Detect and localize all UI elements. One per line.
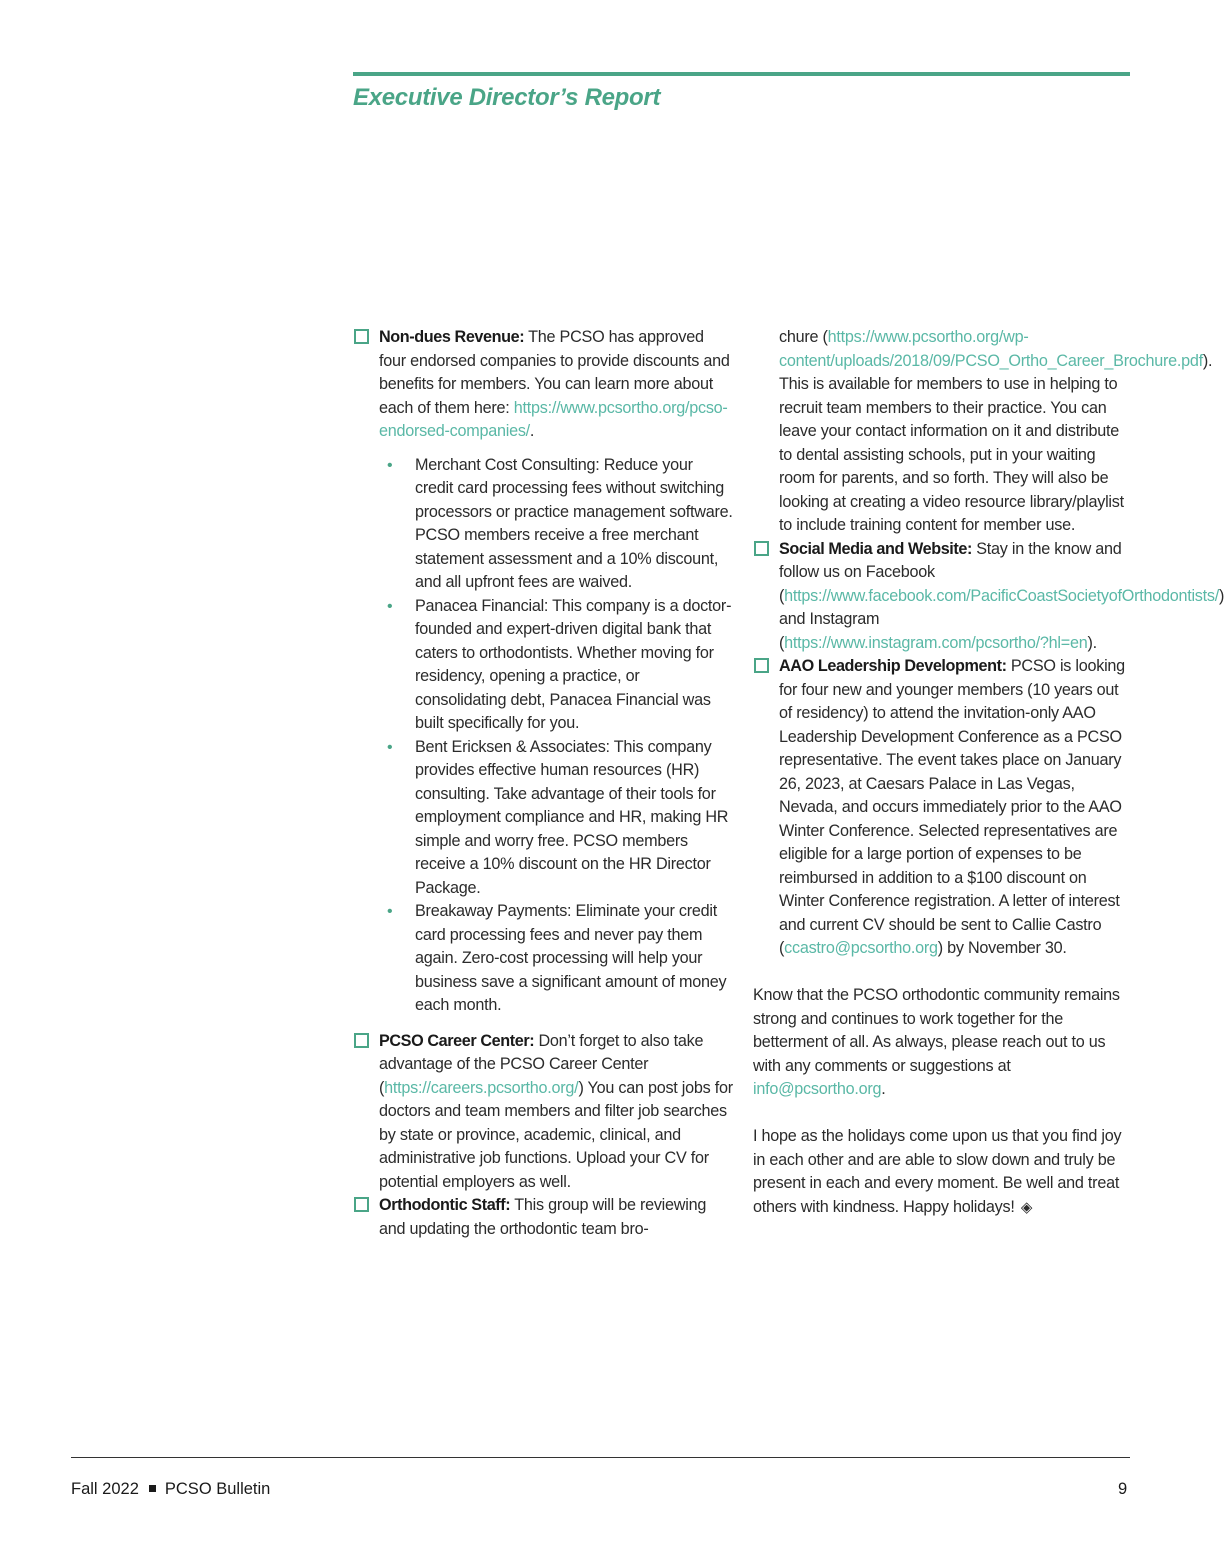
closing-paragraph (753, 984, 1131, 1102)
checkbox-icon (354, 1033, 369, 1048)
item-text: The PCSO has approved four endorsed companies to provide discounts and benefits for members. You can learn more about each of them here: (379, 328, 730, 417)
section-title: Executive Director’s Report (353, 84, 661, 111)
item-text-end: ). This is available for members to use in helping to recruit team members to their practice. You can leave your contact information on it and distribute to dental assisting schools, put in your waiting room for parents, and so forth. They will also be looking at creating a video resource library/playlist to include training content for member use. (779, 351, 1213, 534)
square-separator-icon (149, 1485, 156, 1492)
bullet-icon: • (387, 597, 393, 615)
item-orthodontic-staff-continued (753, 326, 1213, 538)
holiday-paragraph (753, 1125, 1131, 1219)
item-title: Orthodontic Staff: (379, 1196, 511, 1214)
email-link-ccastro[interactable]: ccastro@pcsortho.org (784, 939, 938, 957)
list-item (387, 454, 733, 595)
item-text-end: ). (1087, 633, 1097, 652)
checkbox-icon (754, 541, 769, 556)
item-title: Non-dues Revenue: (379, 328, 525, 346)
list-item-text: Breakaway Payments: Eliminate your credit card processing fees and never pay them again. Zero-cost processing will help your business save a significant amount of money each month. (415, 902, 727, 1014)
list-item-text: Merchant Cost Consulting: Reduce your credit card processing fees without switching processors or practice management software. PCSO members receive a free merchant statement assessment and a 10% discount, and all upfront fees are waived. (415, 455, 733, 591)
checkbox-icon (354, 1197, 369, 1212)
item-aao-leadership (753, 655, 1131, 961)
page-number: 9 (1118, 1480, 1128, 1498)
bullet-icon: • (387, 738, 393, 756)
item-text: This group will be reviewing and updating the orthodontic team bro- (379, 1196, 707, 1238)
item-text: Don’t forget to also take advantage of the PCSO Career Center ( (379, 1031, 704, 1097)
item-text-middle: ) and Instagram ( (779, 586, 1224, 652)
closing-section (753, 984, 1131, 1219)
item-career-center (353, 1030, 733, 1195)
facebook-link[interactable]: https://www.facebook.com/PacificCoastSocietyofOrthodontists/ (784, 586, 1219, 605)
holiday-text: I hope as the holidays come upon us that you find joy in each other and are able to slow down and truly be present in each and every moment. Be well and treat others with kindness. Happy holidays! (753, 1127, 1122, 1216)
item-text-end: . (529, 422, 535, 440)
instagram-link[interactable]: https://www.instagram.com/pcsortho/?hl=en (784, 633, 1088, 652)
item-text-end: ) by November 30. (937, 939, 1067, 957)
bullet-icon: • (387, 456, 393, 474)
item-non-dues-revenue (353, 326, 733, 444)
endorsed-companies-list (353, 454, 733, 1018)
bullet-icon: • (387, 903, 393, 920)
footer-publication: PCSO Bulletin (164, 1480, 271, 1498)
item-title: Social Media and Website: (779, 539, 972, 558)
career-center-link[interactable]: https://careers.pcsortho.org/ (384, 1078, 579, 1097)
list-item (387, 736, 733, 901)
item-orthodontic-staff (353, 1194, 733, 1241)
footer-season: Fall 2022 (71, 1480, 139, 1498)
email-link-info[interactable]: info@pcsortho.org (753, 1080, 882, 1098)
footer-rule (71, 1457, 1130, 1458)
item-text: Stay in the know and follow us on Facebook ( (779, 539, 1122, 605)
right-column (753, 326, 1224, 1219)
item-title: AAO Leadership Development: (779, 657, 1007, 675)
item-text-end: ) You can post jobs for doctors and team members and filter job searches by state or province, academic, clinical, and administrative job functions. Upload your CV for potential employers as well. (379, 1078, 733, 1191)
item-title: PCSO Career Center: (379, 1031, 535, 1050)
endorsed-companies-link[interactable]: https://www.pcsortho.org/pcso-endorsed-companies/ (379, 398, 728, 440)
item-text: chure ( (779, 328, 828, 346)
list-item-text: Panacea Financial: This company is a doctor-founded and expert-driven digital bank that caters to orthodontists. Whether moving for residency, opening a practice, or consolidating debt, Panacea Financial was built specifically for you. (415, 596, 732, 732)
left-column (353, 326, 733, 1241)
header-rule (353, 72, 1130, 76)
career-brochure-link[interactable]: https://www.pcsortho.org/wp-content/uploads/2018/09/PCSO_Ortho_Career_Brochure.pdf (779, 328, 1203, 370)
list-item (387, 595, 733, 736)
closing-text-end: . (881, 1080, 886, 1098)
list-item (387, 900, 733, 1018)
checkbox-icon (354, 329, 369, 344)
end-mark-icon: ◈ (1020, 1198, 1033, 1216)
checkbox-icon (754, 658, 769, 673)
footer-publication-info (71, 1480, 270, 1499)
item-social-media (753, 538, 1224, 656)
item-text: PCSO is looking for four new and younger members (10 years out of residency) to attend the invitation-only AAO Leadership Development Conference as a PCSO representative. The event takes place on January 26, 2023, at Caesars Palace in Las Vegas, Nevada, and occurs immediately prior to the AAO Winter Conference. Selected representatives are eligible for a large portion of expenses to be reimbursed in addition to a $100 discount on Winter Conference registration. A letter of interest and current CV should be sent to Callie Castro ( (779, 657, 1125, 957)
list-item-text: Bent Ericksen & Associates: This company provides effective human resources (HR) consulting. Take advantage of their tools for employment compliance and HR, making HR simple and worry free. PCSO members receive a 10% discount on the HR Director Package. (415, 737, 729, 897)
closing-text: Know that the PCSO orthodontic community remains strong and continues to work together for the betterment of all. As always, please reach out to us with any comments or suggestions at (753, 986, 1120, 1075)
